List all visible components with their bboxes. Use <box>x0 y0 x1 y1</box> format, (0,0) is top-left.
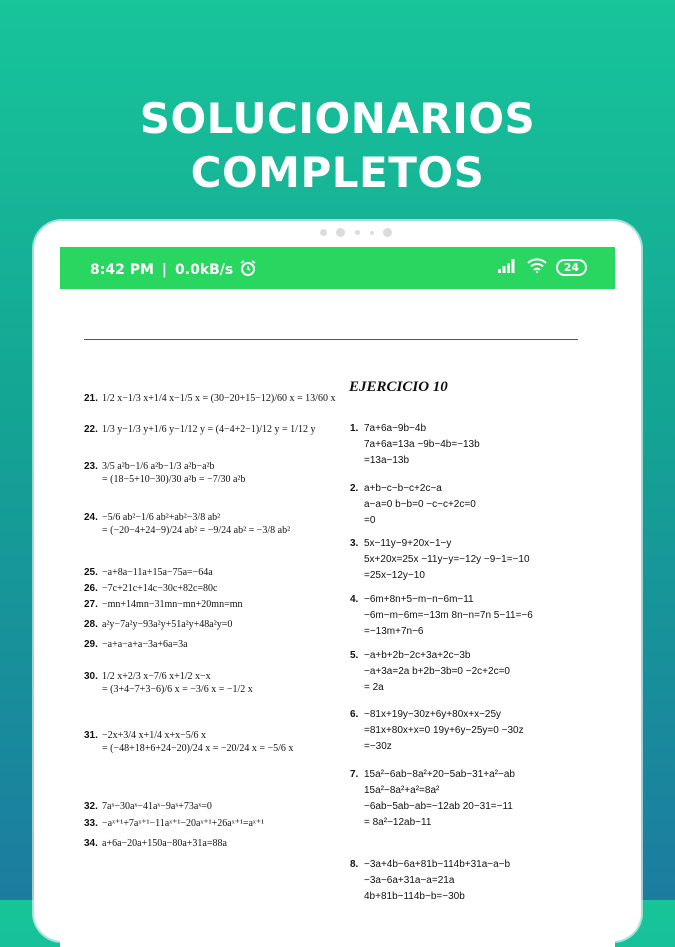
answer-item <box>350 767 515 831</box>
exercise-item <box>84 511 290 537</box>
answer-line: =13a−13b <box>364 455 410 466</box>
headline-line-1: SOLUCIONARIOS <box>139 94 536 143</box>
answer-line: −6m−m−6m=−13m 8n−n=7n 5−11=−6 <box>364 610 533 621</box>
exercise-item <box>84 800 212 813</box>
answer-number: 5. <box>350 650 359 661</box>
exercise-item <box>84 729 293 755</box>
answer-line: = 2a <box>364 682 384 693</box>
answer-line: =−30z <box>364 741 392 752</box>
answer-item <box>350 421 480 469</box>
exercise-item <box>84 423 315 436</box>
exercise-line: 1/3 y−1/3 y+1/6 y−1/12 y = (4−4+2−1)/12 y = 1/12 y <box>102 424 316 435</box>
exercise-number: 26. <box>84 583 98 594</box>
tablet-screen <box>60 247 615 947</box>
answer-number: 7. <box>350 769 359 780</box>
answer-line: 7a+6a−9b−4b <box>364 423 427 434</box>
exercise-number: 34. <box>84 838 98 849</box>
exercise-item <box>84 582 217 595</box>
camera-dots <box>320 229 420 239</box>
answer-line: =25x−12y−10 <box>364 570 425 581</box>
solution-document[interactable] <box>60 247 615 947</box>
exercise-number: 24. <box>84 512 98 523</box>
exercise-item <box>84 566 213 579</box>
exercise-number: 28. <box>84 619 98 630</box>
answer-line: 5x−11y−9+20x−1−y <box>364 538 452 549</box>
exercise-line: 7aˣ−30aˣ−41aˣ−9aˣ+73aˣ=0 <box>102 801 212 812</box>
answer-line: −3a−6a+31a−a=21a <box>364 875 455 886</box>
exercise-number: 21. <box>84 393 98 404</box>
answer-line: 5x+20x=25x −11y−y=−12y −9−1=−10 <box>364 554 530 565</box>
exercise-number: 29. <box>84 639 98 650</box>
headline-line-2: COMPLETOS <box>190 148 485 197</box>
answer-item <box>350 536 530 584</box>
exercise-line: = (18−5+10−30)/30 a²b = −7/30 a²b <box>102 474 246 485</box>
exercise-item <box>84 598 243 611</box>
answer-line: a−a=0 b−b=0 −c−c+2c=0 <box>364 499 476 510</box>
answer-number: 1. <box>350 423 359 434</box>
answer-item <box>350 648 510 696</box>
exercise-line: = (−20−4+24−9)/24 ab² = −9/24 ab² = −3/8 ab² <box>102 525 291 536</box>
answer-number: 8. <box>350 859 359 870</box>
exercise-number: 32. <box>84 801 98 812</box>
exercise-line: −a+8a−11a+15a−75a=−64a <box>102 567 213 578</box>
answer-line: −a+3a=2a b+2b−3b=0 −2c+2c=0 <box>364 666 510 677</box>
status-net-speed: 0.0kB/s <box>175 262 234 278</box>
exercise-line: −mn+14mn−31mn−mn+20mn=mn <box>102 599 243 610</box>
exercise-number: 25. <box>84 567 98 578</box>
answer-line: −a+b+2b−2c+3a+2c−3b <box>364 650 471 661</box>
answer-number: 4. <box>350 594 359 605</box>
answer-line: 15a²−6ab−8a²+20−5ab−31+a²−ab <box>364 769 515 780</box>
answer-number: 3. <box>350 538 359 549</box>
exercise-number: 27. <box>84 599 98 610</box>
answer-line: =−13m+7n−6 <box>364 626 424 637</box>
exercise-number: 30. <box>84 671 98 682</box>
exercise-item <box>84 638 188 651</box>
exercise-item <box>84 817 264 830</box>
exercise-line: 3/5 a²b−1/6 a²b−1/3 a²b−a²b <box>102 461 215 472</box>
status-separator: | <box>161 262 168 278</box>
answer-line: = 8a²−12ab−11 <box>364 817 432 828</box>
answer-line: 7a+6a=13a −9b−4b=−13b <box>364 439 480 450</box>
answer-number: 2. <box>350 483 359 494</box>
exercise-line: −a+a−a+a−3a+6a=3a <box>102 639 188 650</box>
exercise-item <box>84 460 245 486</box>
exercise-line: −2x+3/4 x+1/4 x+x−5/6 x <box>102 730 207 741</box>
status-time: 8:42 PM <box>90 262 154 278</box>
exercise-line: −aˣ⁺¹+7aˣ⁺¹−11aˣ⁺¹−20aˣ⁺¹+26aˣ⁺¹=aˣ⁺¹ <box>102 818 265 829</box>
exercise-number: 23. <box>84 461 98 472</box>
answer-line: −3a+4b−6a+81b−114b+31a−a−b <box>364 859 511 870</box>
promo-headline <box>0 92 675 200</box>
exercise-line: −7c+21c+14c−30c+82c=80c <box>102 583 218 594</box>
page-rule <box>84 339 578 340</box>
answer-number: 6. <box>350 709 359 720</box>
exercise-number: 31. <box>84 730 98 741</box>
answer-item <box>350 857 510 905</box>
exercise-number: 33. <box>84 818 98 829</box>
exercise-number: 22. <box>84 424 98 435</box>
exercise-item <box>84 392 335 405</box>
battery-icon: 24 <box>556 259 587 276</box>
answer-item <box>350 592 533 640</box>
exercise-item <box>84 618 232 631</box>
exercise-line: 1/2 x+2/3 x−7/6 x+1/2 x−x <box>102 671 211 682</box>
exercise-line: −5/6 ab²−1/6 ab²+ab²−3/8 ab² <box>102 512 221 523</box>
answer-item <box>350 481 476 529</box>
section-title: EJERCICIO 10 <box>349 379 448 395</box>
answer-line: −81x+19y−30z+6y+80x+x−25y <box>364 709 502 720</box>
exercise-item <box>84 670 253 696</box>
answer-item <box>350 707 524 755</box>
exercise-line: a+6a−20a+150a−80a+31a=88a <box>102 838 227 849</box>
exercise-line: 1/2 x−1/3 x+1/4 x−1/5 x = (30−20+15−12)/60 x = 13/60 x <box>102 393 336 404</box>
answer-line: 4b+81b−114b−b=−30b <box>364 891 465 902</box>
exercise-line: = (−48+18+6+24−20)/24 x = −20/24 x = −5/6 x <box>102 743 294 754</box>
answer-line: 15a²−8a²+a²=8a² <box>364 785 440 796</box>
answer-line: =81x+80x+x=0 19y+6y−25y=0 −30z <box>364 725 524 736</box>
exercise-line: a²y−7a²y−93a²y+51a²y+48a²y=0 <box>102 619 233 630</box>
exercise-line: = (3+4−7+3−6)/6 x = −3/6 x = −1/2 x <box>102 684 253 695</box>
answer-line: a+b−c−b−c+2c−a <box>364 483 442 494</box>
answer-line: −6m+8n+5−m−n−6m−11 <box>364 594 474 605</box>
answer-line: −6ab−5ab−ab=−12ab 20−31=−11 <box>364 801 513 812</box>
answer-line: =0 <box>364 515 376 526</box>
tablet-frame <box>34 221 641 941</box>
exercise-item <box>84 837 227 850</box>
